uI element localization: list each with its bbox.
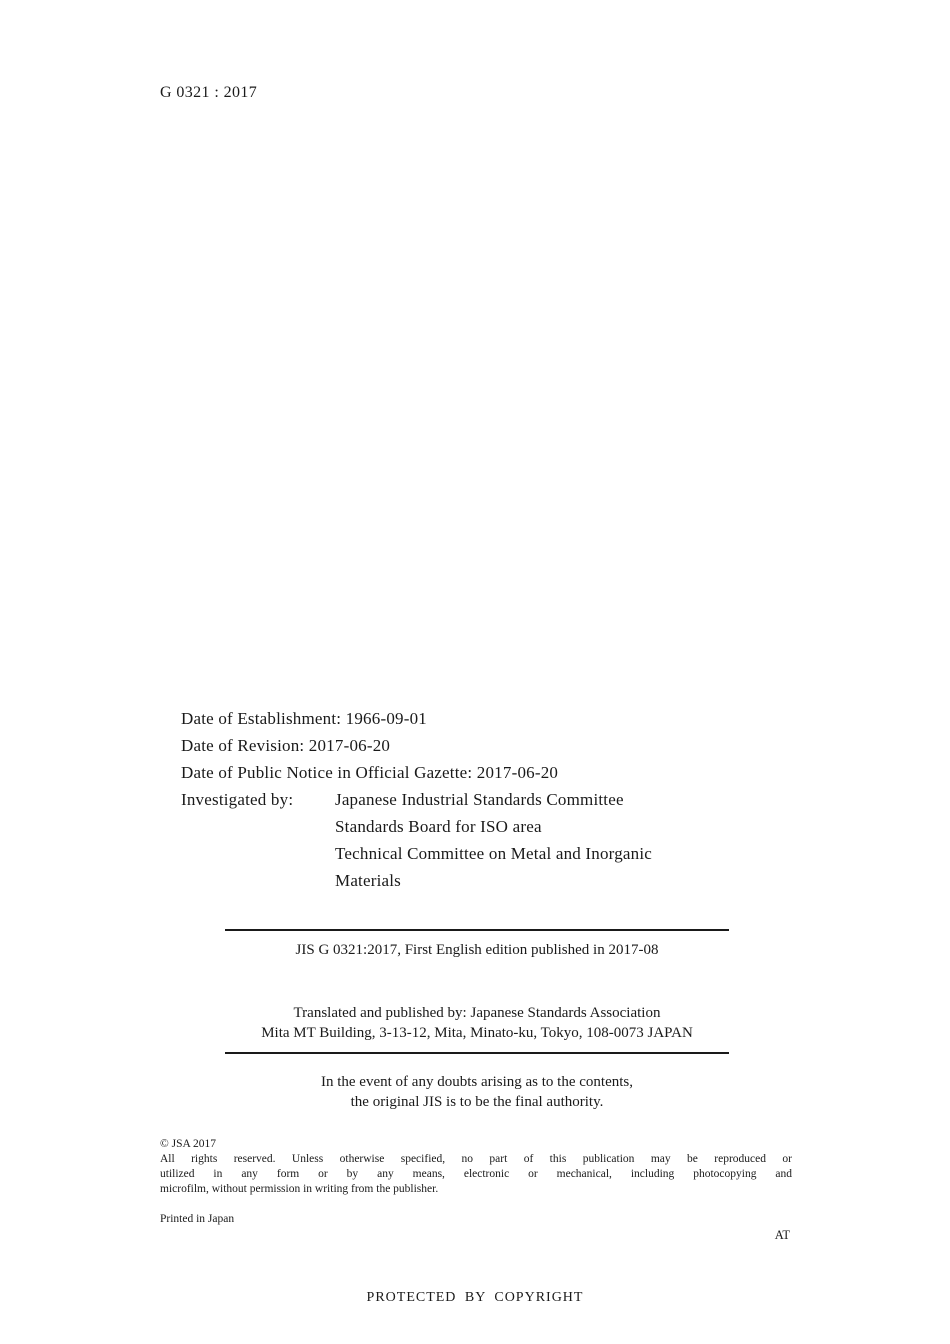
divider-bottom: [225, 1052, 729, 1054]
copyright-holder: © JSA 2017: [160, 1138, 217, 1150]
investigated-line: Standards Board for ISO area: [335, 817, 542, 836]
investigated-line: Technical Committee on Metal and Inorganic: [335, 844, 653, 863]
copyright-block: [160, 1137, 792, 1197]
establishment-row: [181, 705, 558, 732]
authority-line: In the event of any doubts arising as to the contents,: [320, 1074, 633, 1090]
standard-number: G 0321 : 2017: [160, 84, 258, 101]
revision-row: [181, 732, 558, 759]
authority-notice: [225, 1072, 729, 1112]
catalog-code: AT: [774, 1228, 790, 1242]
publisher-block: [225, 1003, 729, 1043]
revision-label: Date of Revision:: [181, 736, 305, 755]
printed-in: Printed in Japan: [160, 1213, 235, 1225]
dates-block: [181, 705, 653, 890]
gazette-value: 2017-06-20: [476, 763, 559, 782]
divider-top: [225, 929, 729, 931]
establishment-value: 1966-09-01: [345, 709, 427, 728]
revision-value: 2017-06-20: [308, 736, 391, 755]
edition-line: JIS G 0321:2017, First English edition published in 2017-08: [295, 942, 659, 958]
gazette-row: [181, 759, 558, 786]
copyright-text: microfilm, without permission in writing from the publisher.: [160, 1183, 439, 1195]
authority-line: the original JIS is to be the final authority.: [350, 1094, 604, 1110]
protected-footer: PROTECTED BY COPYRIGHT: [366, 1290, 584, 1305]
gazette-label: Date of Public Notice in Official Gazette:: [181, 763, 473, 782]
publisher-line: Translated and published by: Japanese Standards Association: [293, 1005, 661, 1021]
copyright-text: utilized in any form or by any means, electronic or mechanical, including photocopying and: [160, 1168, 792, 1180]
copyright-text: All rights reserved. Unless otherwise specified, no part of this publication may be reproduced or: [160, 1153, 792, 1165]
investigated-line: Materials: [335, 871, 401, 890]
investigated-label: Investigated by:: [181, 790, 294, 809]
publisher-address: Mita MT Building, 3-13-12, Mita, Minato-ku, Tokyo, 108-0073 JAPAN: [261, 1025, 693, 1041]
establishment-label: Date of Establishment:: [181, 709, 342, 728]
investigated-list: [335, 786, 652, 894]
investigated-line: Japanese Industrial Standards Committee: [335, 790, 624, 809]
